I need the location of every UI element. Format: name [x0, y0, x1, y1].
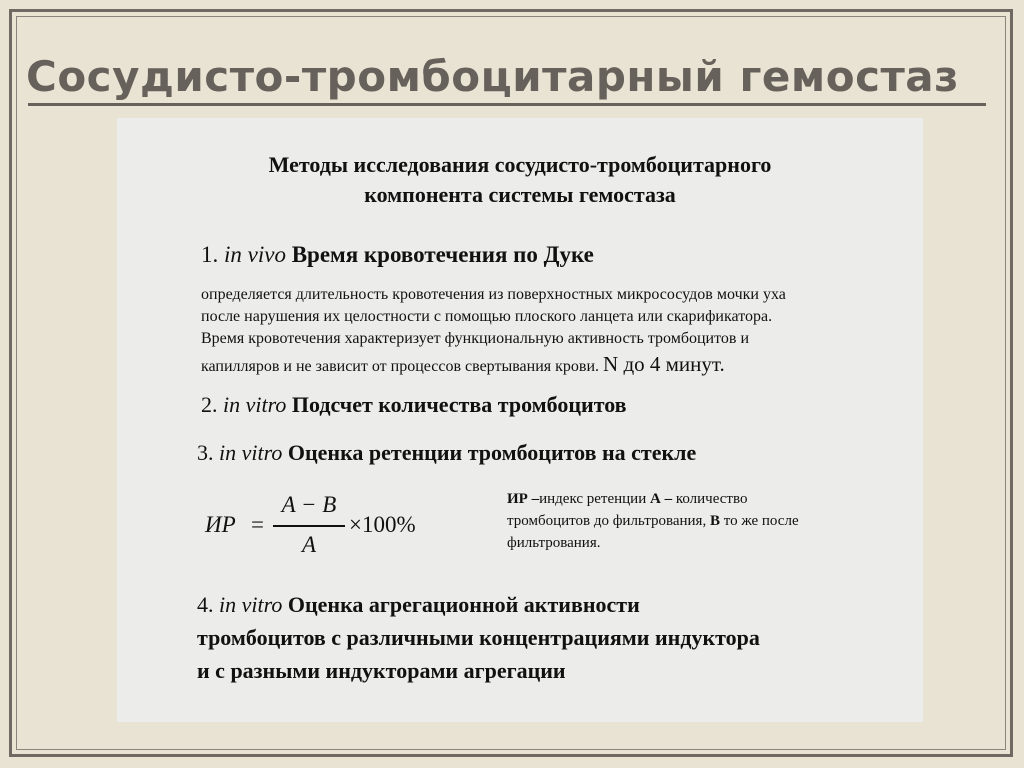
item-3-mode: in vitro [219, 440, 283, 465]
item-4-number: 4. [197, 592, 214, 617]
title-underline [28, 103, 986, 106]
legend-a-label: А – [650, 491, 673, 507]
item-1-desc-line-2: после нарушения их целостности с помощью плоского ланцета или скарификатора. [201, 308, 773, 325]
methods-heading-line-1: Методы исследования сосудисто-тромбоцитарного [268, 152, 772, 177]
formula-equals: = [251, 512, 264, 537]
method-item-4-line-1 [197, 592, 640, 618]
item-1-desc-line-1: определяется длительность кровотечения из поверхностных микрососудов мочки уха [201, 286, 786, 303]
legend-ir-text: индекс ретенции [539, 491, 647, 507]
item-1-mode: in vivo [224, 242, 286, 267]
retention-index-legend [507, 488, 812, 554]
legend-ir-label: ИР – [507, 491, 540, 507]
item-4-title-line-3: и с разными индукторами агрегации [197, 658, 566, 683]
item-2-title: Подсчет количества тромбоцитов [291, 392, 627, 417]
item-4-title-line-2: тромбоцитов с различными концентрациями индуктора [197, 625, 760, 650]
item-4-mode: in vitro [219, 592, 283, 617]
item-2-mode: in vitro [223, 392, 287, 417]
legend-b-label: В [709, 513, 720, 529]
item-1-title: Время кровотечения по Дуке [291, 242, 594, 267]
methods-heading-line-2: компонента системы гемостаза [364, 182, 676, 207]
legend-b-text: то же после фильтрования. [507, 513, 799, 551]
item-1-desc-text: капилляров и не зависит от процессов свертывания крови. [201, 358, 600, 375]
content-panel [117, 118, 923, 722]
item-1-number: 1. [201, 242, 219, 267]
formula-fraction-bar [273, 525, 345, 527]
method-item-2 [201, 392, 627, 418]
item-3-title: Оценка ретенции тромбоцитов на стекле [287, 440, 697, 465]
item-1-norm: N до 4 минут. [603, 352, 725, 376]
method-item-3 [197, 440, 696, 466]
item-1-desc-line-4 [201, 353, 725, 378]
legend-a-text: количество тромбоцитов до фильтрования, [507, 491, 748, 529]
formula-denominator: A [301, 532, 317, 557]
formula-multiplier: ×100% [349, 512, 416, 537]
item-4-title-line-1: Оценка агрегационной активности [287, 592, 640, 617]
item-2-number: 2. [201, 392, 218, 417]
item-3-number: 3. [197, 440, 214, 465]
slide-title: Сосудисто-тромбоцитарный гемостаз [26, 52, 960, 101]
formula-numerator: A − B [281, 492, 337, 517]
formula-lhs: ИР [205, 512, 236, 537]
retention-index-formula [205, 492, 435, 562]
method-item-1 [201, 242, 594, 268]
item-1-desc-line-3: Время кровотечения характеризует функциональную активность тромбоцитов и [201, 330, 749, 347]
